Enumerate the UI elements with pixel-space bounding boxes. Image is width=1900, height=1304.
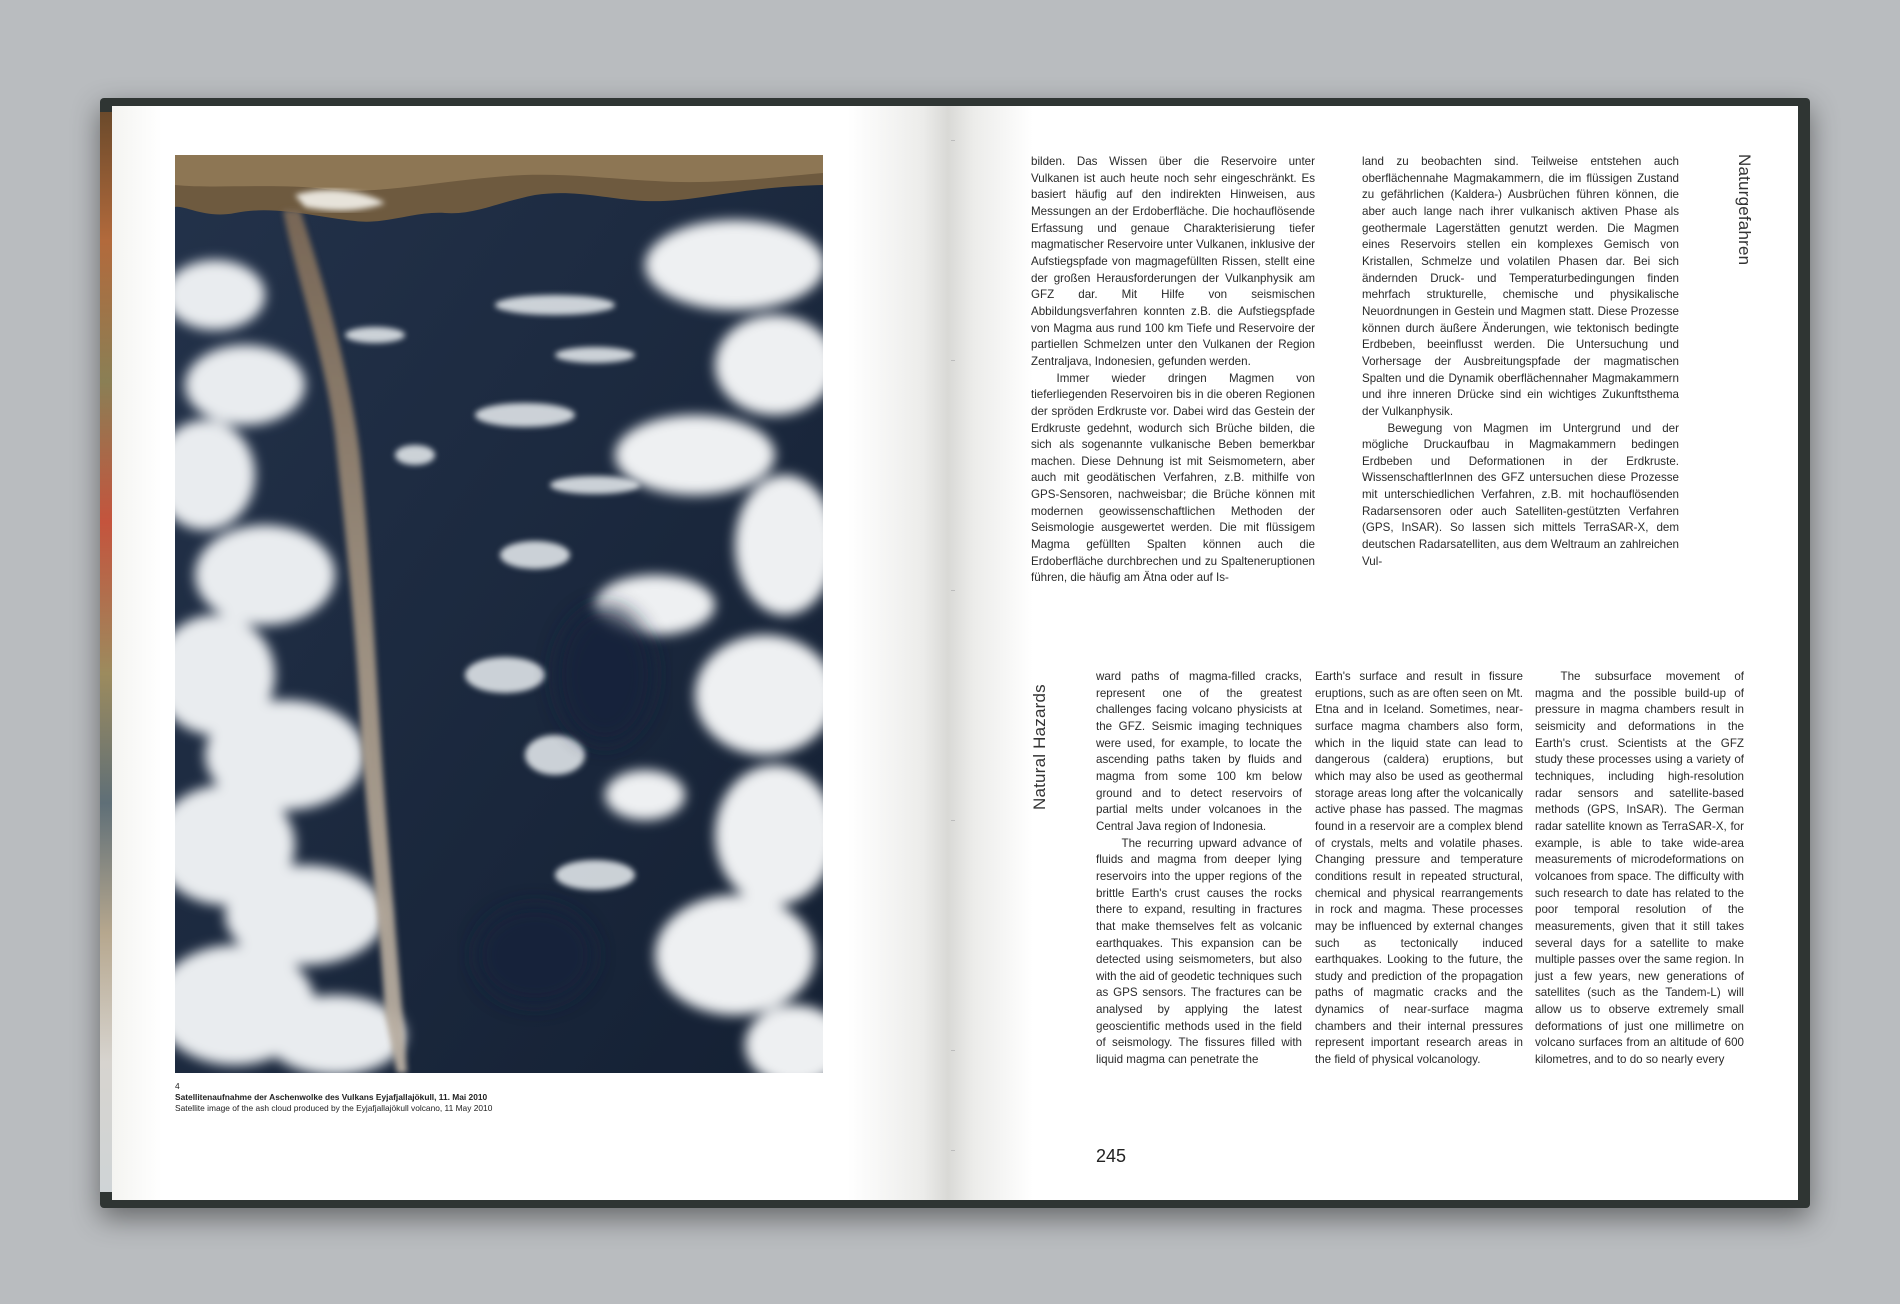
figure-number: 4	[175, 1081, 180, 1091]
paragraph: The recurring upward advance of fluids and magma from deeper lying reservoirs into the upper regions of the brittle Earth's crust causes the rocks there to expand, resulting in fractures that make themselves felt as volcanic earthquakes. This expansion can be detected using seismometers, but also with the aid of geodetic techniques such as GPS sensors. The fractures can be analysed by applying the latest geoscientific methods used in the field of seismology. The fissures filled with liquid magma can penetrate the	[1096, 836, 1302, 1067]
german-column-2	[1362, 154, 1679, 570]
paragraph: Immer wieder dringen Magmen von tieferliegenden Reservoiren bis in die oberen Regionen der spröden Erdkruste vor. Dabei wird das Gestein der Erdkruste gedehnt, wodurch sich Brüche bilden, die sich als sogenannte vulkanische Beben bemerkbar machen. Diese Dehnung ist mit Seismometern, aber auch mit geodätischen Verfahren, z.B. mithilfe von GPS-Sensoren, nachweisbar; die Brüche können mit modernen geowissenschaftlichen Methoden der Seismologie ausgewertet werden. Die mit flüssigem Magma gefüllten Spalten können auch die Erdoberfläche durchbrechen und zu Spalteneruptionen führen, die häufig am Ätna oder auf Is-	[1031, 371, 1315, 585]
paragraph: ward paths of magma-filled cracks, represent one of the greatest challenges facing volcano physicists at the GFZ. Seismic imaging techniques were used, for example, to locate the ascending paths taken by fluids and magma from some 100 km below ground and to detect reservoirs of partial melts under volcanoes in the Central Java region of Indonesia.	[1096, 670, 1302, 833]
paragraph: land zu beobachten sind. Teilweise entstehen auch oberflächennahe Magmakammern, die im flüssigen Zustand zu gefährlichen (Kaldera-) Ausbrüchen führen können, die aber auch lange nach ihrer vulkanisch aktiven Phase als geothermale Lagerstätten genutzt werden. Die Magmen eines Reservoirs stellen ein komplexes Gemisch von Kristallen, Schmelze und volatilen Phasen dar. Bei sich ändernden Druck- und Temperaturbedingungen finden mehrfach strukturelle, chemische und physikalische Neuordnungen in Gestein und Magmen statt. Diese Prozesse können durch äußere Änderungen, wie tektonisch bedingte Erdbeben, beeinflusst werden. Die Untersuchung und Vorhersage der Ausbreitungspfade der magmatischen Spalten und die Dynamik oberflächennaher Magmakammern und ihre inneren Drücke sind ein wichtiges Zukunftsthema der Vulkanphysik.	[1362, 155, 1679, 418]
english-column-1	[1096, 669, 1302, 1069]
page-number: 245	[1096, 1146, 1127, 1166]
gutter-ticks	[951, 120, 957, 1180]
caption-english: Satellite image of the ash cloud produced by the Eyjafjallajökull volcano, 11 May 2010	[175, 1103, 493, 1113]
paragraph: Earth's surface and result in fissure eruptions, such as are often seen on Mt. Etna and in Iceland. Sometimes, near-surface magma chambers also form, which in the liquid state can lead to dangerous (caldera) eruptions, but which may also be used as geothermal storage areas long after the volcanically active phase has passed. The magmas found in a reservoir are a complex blend of crystals, melts and volatile phases. Changing pressure and temperature conditions result in repeated structural, chemical and physical rearrangements in rock and magma. These processes may be influenced by external changes such as tectonically induced earthquakes. Looking to the future, the study and prediction of the propagation paths of magmatic cracks and the dynamics of near-surface magma chambers and their internal pressures represent important research areas in the field of physical volcanology.	[1315, 670, 1523, 1067]
figure-caption	[175, 1081, 835, 1114]
caption-german: Satellitenaufnahme der Aschenwolke des Vulkans Eyjafjallajökull, 11. Mai 2010	[175, 1092, 488, 1102]
page-edge-strip	[100, 112, 112, 1192]
satellite-photo	[175, 155, 823, 1073]
paragraph: bilden. Das Wissen über die Reservoire unter Vulkanen ist auch heute noch sehr eingeschränkt. Es basiert häufig auf den indirekten Hinweisen, aus Messungen an der Erdoberfläche. Die hochauflösende Erfassung und genaue Charakterisierung tiefer magmatischer Reservoire unter Vulkanen, inklusive der Aufstiegspfade von magmagefüllten Rissen, stellt eine der großen Herausforderungen der Vulkanphysik am GFZ dar. Mit Hilfe von seismischen Abbildungsverfahren konnten z.B. die Aufstiegspfade von Magma aus rund 100 km Tiefe und Reservoire der partiellen Schmelzen unter den Vulkanen der Region Zentraljava, Indonesien, gefunden werden.	[1031, 155, 1315, 368]
paragraph: Bewegung von Magmen im Untergrund und der mögliche Druckaufbau in Magmakammern bedingen Erdbeben und Deformationen in der Erdkruste. WissenschaftlerInnen des GFZ untersuchen diese Prozesse mit unterschiedlichen Verfahren, z.B. mit hochauflösenden Radarsensoren oder auch Satelliten-gestützten Verfahren (GPS, InSAR). So lassen sich mittels TerraSAR-X, dem deutschen Radarsatelliten, aus dem Weltraum an zahlreichen Vul-	[1362, 421, 1679, 568]
paragraph: The subsurface movement of magma and the possible build-up of pressure in magma chambers result in seismicity and deformations in the Earth's crust. Scientists at the GFZ study these processes using a variety of techniques, including high-resolution radar sensors and satellite-based methods (GPS, InSAR). The German radar satellite known as TerraSAR-X, for example, is able to take wide-area measurements of microdeformations on volcanoes from space. The difficulty with such research to date has related to the poor temporal resolution of the measurements, given that it still takes several days for a satellite to make multiple passes over the same region. In just a few years, new generations of satellites (such as the Tandem-L) will allow us to observe extremely small deformations of just one millimetre on volcano surfaces from an altitude of 600 kilometres, and to do so nearly every	[1535, 670, 1744, 1067]
english-column-3	[1535, 669, 1744, 1069]
section-label-german: Naturgefahren	[1735, 154, 1754, 266]
english-column-2	[1315, 669, 1523, 1069]
section-label-english: Natural Hazards	[1030, 684, 1049, 810]
german-column-1	[1031, 154, 1315, 587]
